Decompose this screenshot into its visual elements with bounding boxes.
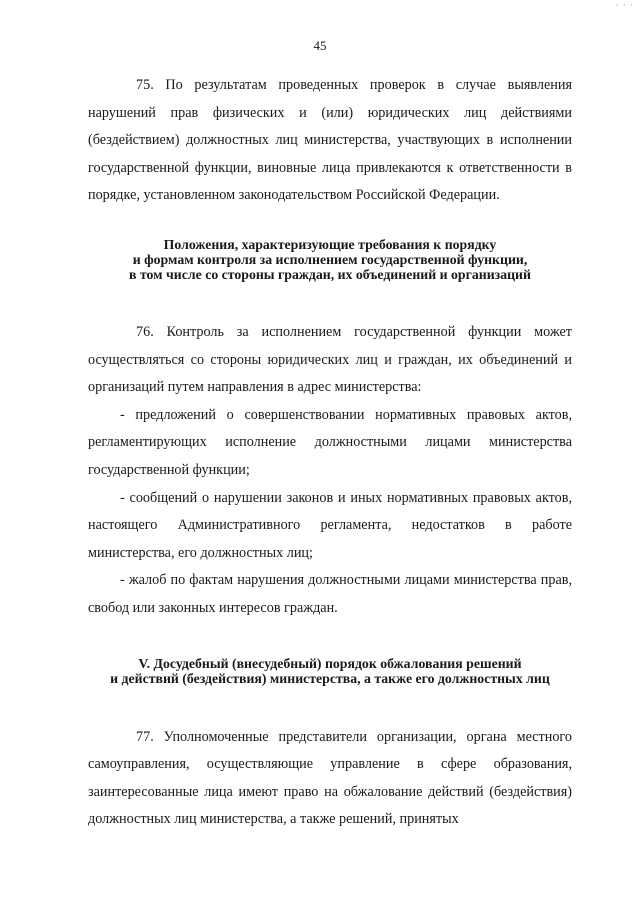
heading-line: и действий (бездействия) министерства, а также его должностных лиц	[110, 670, 550, 686]
scan-corner-mark: · · ·	[615, 0, 634, 10]
paragraph-76-item-1: - предложений о совершенствовании нормативных правовых актов, регламентирующих исполнение должностными лицами министерства государственной функции;	[88, 406, 572, 478]
page-number: 45	[313, 38, 327, 53]
heading-line: Положения, характеризующие требования к порядку	[163, 236, 497, 252]
heading-line: в том числе со стороны граждан, их объединений и организаций	[129, 266, 531, 282]
heading-line: и формам контроля за исполнением государственной функции,	[132, 251, 528, 267]
paragraph-76-item-3: - жалоб по фактам нарушения должностными лицами министерства прав, свобод или законных интересов граждан.	[88, 572, 572, 616]
heading-line: V. Досудебный (внесудебный) порядок обжалования решений	[138, 655, 522, 671]
paragraph-75: 75. По результатам проведенных проверок в случае выявления нарушений прав физических и (или) юридических лиц действиями (бездействием) должностных лиц министерства, участвующих в исполнении государственной функции, виновные лица привлекаются к ответственности в порядке, установленном законодательством Российской Федерации.	[88, 77, 572, 204]
paragraph-76-item-2: - сообщений о нарушении законов и иных нормативных правовых актов, настоящего Административного регламента, недостатков в работе министерства, его должностных лиц;	[88, 489, 572, 561]
paragraph-76: 76. Контроль за исполнением государственной функции может осуществляться со стороны юридических лиц и граждан, их объединений и организаций путем направления в адрес министерства:	[88, 323, 572, 396]
paragraph-77: 77. Уполномоченные представители организации, органа местного самоуправления, осуществляющие управление в сфере образования, заинтересованные лица имеют право на обжалование действий (бездействия) должностных лиц министерства, а также решений, принятых	[88, 728, 572, 828]
section-heading-control	[88, 237, 572, 282]
section-heading-appeal	[88, 656, 572, 686]
page-content	[88, 72, 572, 834]
